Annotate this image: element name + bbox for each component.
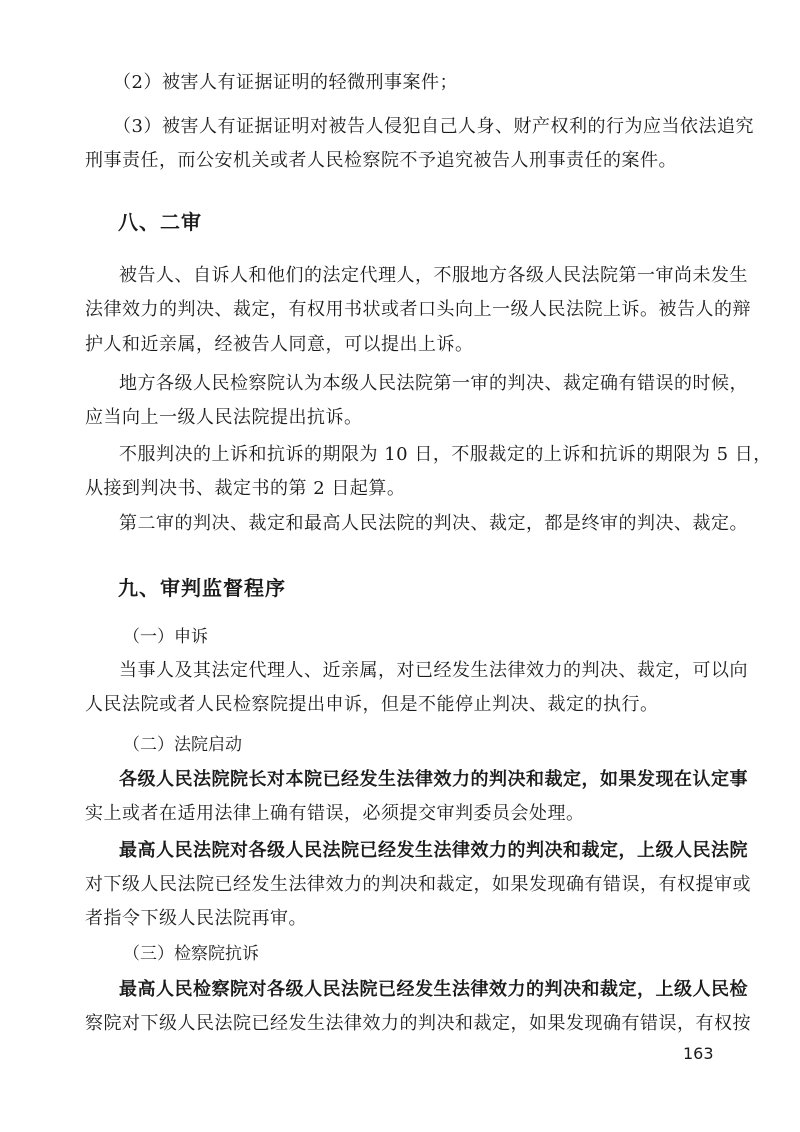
- list-item-3-line-1: （3）被害人有证据证明对被告人侵犯自己人身、财产权利的行为应当依法追究: [113, 116, 754, 137]
- subsection-2-paragraph-1-line-2: 实上或者在适用法律上确有错误，必须提交审判委员会处理。: [85, 803, 585, 824]
- list-item-2: （2）被害人有证据证明的轻微刑事案件；: [113, 72, 458, 93]
- section-8-paragraph-4-line-1: 第二审的判决、裁定和最高人民法院的判决、裁定，都是终审的判决、裁定。: [119, 513, 748, 534]
- subsection-2-paragraph-2-line-2: 对下级人民法院已经发生法律效力的判决和裁定，如果发现确有错误，有权提审或: [85, 874, 751, 895]
- list-item-3-line-2: 刑事责任，而公安机关或者人民检察院不予追究被告人刑事责任的案件。: [85, 150, 677, 171]
- subsection-3-paragraph-line-2: 察院对下级人民法院已经发生法律效力的判决和裁定，如果发现确有错误，有权按: [85, 1013, 751, 1034]
- section-9-heading: 九、审判监督程序: [118, 576, 286, 600]
- section-8-paragraph-3-line-2: 从接到判决书、裁定书的第 2 日起算。: [85, 478, 406, 499]
- subsection-1-heading: （一）申诉: [123, 627, 208, 647]
- subsection-2-paragraph-2-line-1: 最高人民法院对各级人民法院已经发生法律效力的判决和裁定，上级人民法院: [119, 840, 748, 861]
- subsection-2-paragraph-1-line-1: 各级人民法院院长对本院已经发生法律效力的判决和裁定，如果发现在认定事: [119, 769, 748, 790]
- subsection-2-heading: （二）法院启动: [123, 735, 242, 755]
- section-8-paragraph-2-line-1: 地方各级人民检察院认为本级人民法院第一审的判决、裁定确有错误的时候，: [119, 373, 748, 394]
- subsection-3-heading: （三）检察院抗诉: [123, 944, 259, 964]
- section-8-paragraph-3-line-1: 不服判决的上诉和抗诉的期限为 10 日，不服裁定的上诉和抗诉的期限为 5 日，: [119, 444, 772, 465]
- section-8-heading: 八、二审: [118, 210, 202, 234]
- subsection-1-paragraph-line-2: 人民法院或者人民检察院提出申诉，但是不能停止判决、裁定的执行。: [85, 694, 659, 715]
- section-8-paragraph-2-line-2: 应当向上一级人民法院提出抗诉。: [85, 407, 363, 428]
- section-8-paragraph-1-line-2: 法律效力的判决、裁定，有权用书状或者口头向上一级人民法院上诉。被告人的辩: [85, 299, 751, 320]
- subsection-3-paragraph-line-1: 最高人民检察院对各级人民法院已经发生法律效力的判决和裁定，上级人民检: [119, 979, 748, 1000]
- subsection-2-paragraph-2-line-3: 者指令下级人民法院再审。: [85, 908, 307, 929]
- section-8-paragraph-1-line-3: 护人和近亲属，经被告人同意，可以提出上诉。: [85, 334, 474, 355]
- subsection-1-paragraph-line-1: 当事人及其法定代理人、近亲属，对已经发生法律效力的判决、裁定，可以向: [119, 660, 748, 681]
- section-8-paragraph-1-line-1: 被告人、自诉人和他们的法定代理人，不服地方各级人民法院第一审尚未发生: [119, 265, 748, 286]
- page-number: 163: [683, 1044, 714, 1063]
